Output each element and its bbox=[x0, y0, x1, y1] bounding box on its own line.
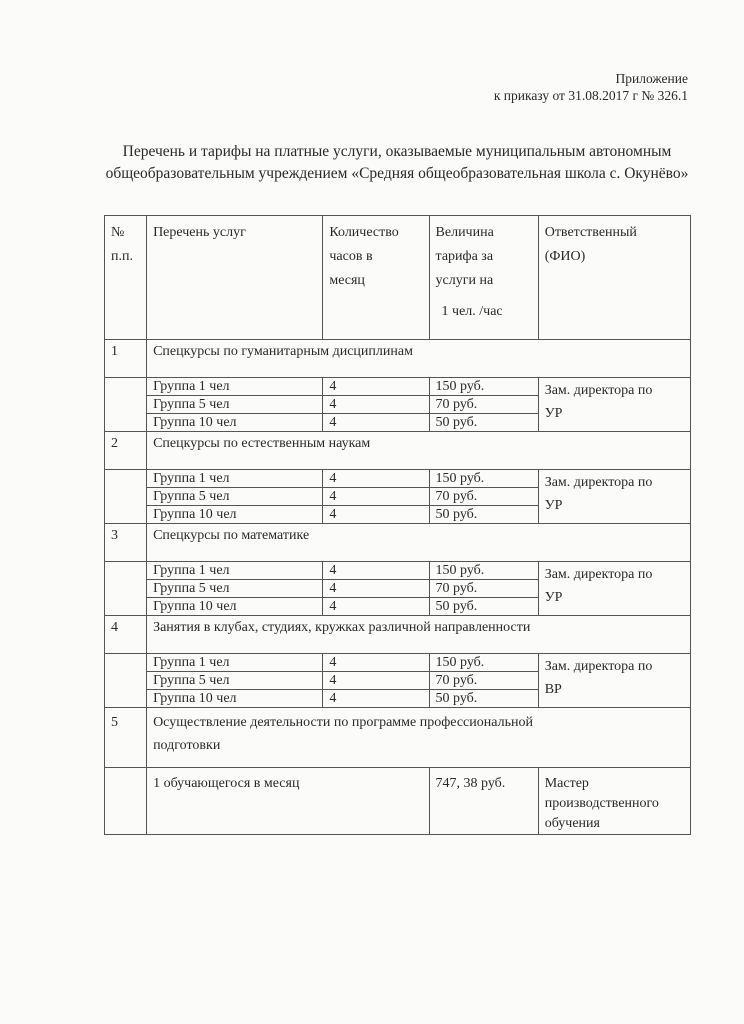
header-tariff-line4: 1 чел. /час bbox=[441, 304, 503, 319]
tariff-cell: 150 руб. bbox=[429, 654, 538, 672]
group-cell: Группа 1 чел bbox=[147, 562, 323, 580]
header-tariff-line1: Величина bbox=[435, 225, 494, 240]
section-name bbox=[147, 708, 691, 768]
tariff-cell: 70 руб. bbox=[429, 672, 538, 690]
responsible-line1: Зам. директора по bbox=[544, 659, 653, 674]
section-name: Занятия в клубах, студиях, кружках различной направленности bbox=[147, 616, 691, 654]
section-name: Спецкурсы по гуманитарным дисциплинам bbox=[147, 340, 691, 378]
responsible-line2: производственного bbox=[544, 796, 659, 811]
header-num-line1: № bbox=[111, 225, 125, 240]
section-row bbox=[105, 708, 691, 768]
group-cell: Группа 5 чел bbox=[147, 488, 323, 506]
table-header-row bbox=[105, 216, 691, 340]
section-name-line2: подготовки bbox=[153, 738, 221, 753]
section-row bbox=[105, 616, 691, 654]
section-num: 5 bbox=[105, 708, 147, 768]
header-hours-line2: часов в bbox=[329, 249, 373, 264]
empty-num-cell bbox=[105, 654, 147, 708]
appendix-label: Приложение bbox=[615, 71, 688, 86]
hours-cell: 4 bbox=[323, 562, 429, 580]
section-row bbox=[105, 524, 691, 562]
hours-cell: 4 bbox=[323, 672, 429, 690]
group-cell: Группа 5 чел bbox=[147, 672, 323, 690]
section-row bbox=[105, 432, 691, 470]
header-num-line2: п.п. bbox=[111, 249, 133, 264]
responsible-line1: Зам. директора по bbox=[544, 475, 653, 490]
group-cell: Группа 1 чел bbox=[147, 470, 323, 488]
header-num bbox=[105, 216, 147, 340]
header-responsible-line1: Ответственный bbox=[544, 225, 637, 240]
tariff-table bbox=[104, 215, 691, 835]
tariff-cell: 50 руб. bbox=[429, 506, 538, 524]
section-num: 1 bbox=[105, 340, 147, 378]
unit-cell: 1 обучающегося в месяц bbox=[147, 768, 429, 835]
hours-cell: 4 bbox=[323, 654, 429, 672]
document-title: Перечень и тарифы на платные услуги, оказываемые муниципальным автономным общеобразовательным учреждением «Средняя общеобразовательная школа с. Окунёво» bbox=[105, 143, 689, 182]
hours-cell: 4 bbox=[323, 690, 429, 708]
header-hours-line1: Количество bbox=[329, 225, 399, 240]
responsible-cell bbox=[538, 470, 690, 524]
tariff-cell: 747, 38 руб. bbox=[429, 768, 538, 835]
responsible-line2: УР bbox=[544, 406, 563, 421]
empty-num-cell bbox=[105, 562, 147, 616]
section-name-line1: Осуществление деятельности по программе профессиональной bbox=[153, 715, 533, 730]
hours-cell: 4 bbox=[323, 580, 429, 598]
header-responsible-line2: (ФИО) bbox=[544, 249, 586, 264]
header-tariff-line2: тарифа за bbox=[435, 249, 494, 264]
group-cell: Группа 10 чел bbox=[147, 598, 323, 616]
empty-num-cell bbox=[105, 378, 147, 432]
tariff-cell: 50 руб. bbox=[429, 598, 538, 616]
tariff-cell: 150 руб. bbox=[429, 562, 538, 580]
section-name: Спецкурсы по естественным наукам bbox=[147, 432, 691, 470]
section-num: 2 bbox=[105, 432, 147, 470]
group-cell: Группа 1 чел bbox=[147, 378, 323, 396]
tariff-cell: 50 руб. bbox=[429, 414, 538, 432]
hours-cell: 4 bbox=[323, 488, 429, 506]
hours-cell: 4 bbox=[323, 506, 429, 524]
group-cell: Группа 10 чел bbox=[147, 690, 323, 708]
tariff-cell: 70 руб. bbox=[429, 580, 538, 598]
hours-cell: 4 bbox=[323, 378, 429, 396]
group-cell: Группа 10 чел bbox=[147, 506, 323, 524]
hours-cell: 4 bbox=[323, 470, 429, 488]
hours-cell: 4 bbox=[323, 598, 429, 616]
responsible-line2: ВР bbox=[544, 682, 562, 697]
responsible-cell bbox=[538, 654, 690, 708]
section-num: 3 bbox=[105, 524, 147, 562]
table-row bbox=[105, 768, 691, 835]
table-row bbox=[105, 470, 691, 488]
hours-cell: 4 bbox=[323, 414, 429, 432]
tariff-cell: 70 руб. bbox=[429, 396, 538, 414]
tariff-cell: 150 руб. bbox=[429, 470, 538, 488]
group-cell: Группа 5 чел bbox=[147, 580, 323, 598]
hours-cell: 4 bbox=[323, 396, 429, 414]
empty-num-cell bbox=[105, 768, 147, 835]
table-row bbox=[105, 562, 691, 580]
tariff-cell: 150 руб. bbox=[429, 378, 538, 396]
section-row bbox=[105, 340, 691, 378]
header-tariff-line3: услуги на bbox=[435, 273, 494, 288]
section-num: 4 bbox=[105, 616, 147, 654]
header-tariff bbox=[429, 216, 538, 340]
responsible-line1: Мастер bbox=[544, 776, 589, 791]
responsible-cell bbox=[538, 378, 690, 432]
responsible-line2: УР bbox=[544, 590, 563, 605]
group-cell: Группа 1 чел bbox=[147, 654, 323, 672]
responsible-cell bbox=[538, 768, 690, 835]
responsible-line1: Зам. директора по bbox=[544, 383, 653, 398]
header-hours-line3: месяц bbox=[329, 273, 365, 288]
tariff-cell: 70 руб. bbox=[429, 488, 538, 506]
responsible-cell bbox=[538, 562, 690, 616]
responsible-line2: УР bbox=[544, 498, 563, 513]
empty-num-cell bbox=[105, 470, 147, 524]
responsible-line1: Зам. директора по bbox=[544, 567, 653, 582]
group-cell: Группа 5 чел bbox=[147, 396, 323, 414]
group-cell: Группа 10 чел bbox=[147, 414, 323, 432]
responsible-line3: обучения bbox=[544, 816, 600, 831]
header-responsible bbox=[538, 216, 690, 340]
header-hours bbox=[323, 216, 429, 340]
table-row bbox=[105, 378, 691, 396]
appendix-reference bbox=[494, 70, 688, 104]
section-name: Спецкурсы по математике bbox=[147, 524, 691, 562]
table-row bbox=[105, 654, 691, 672]
header-service: Перечень услуг bbox=[147, 216, 323, 340]
order-reference: к приказу от 31.08.2017 г № 326.1 bbox=[493, 88, 688, 103]
tariff-cell: 50 руб. bbox=[429, 690, 538, 708]
